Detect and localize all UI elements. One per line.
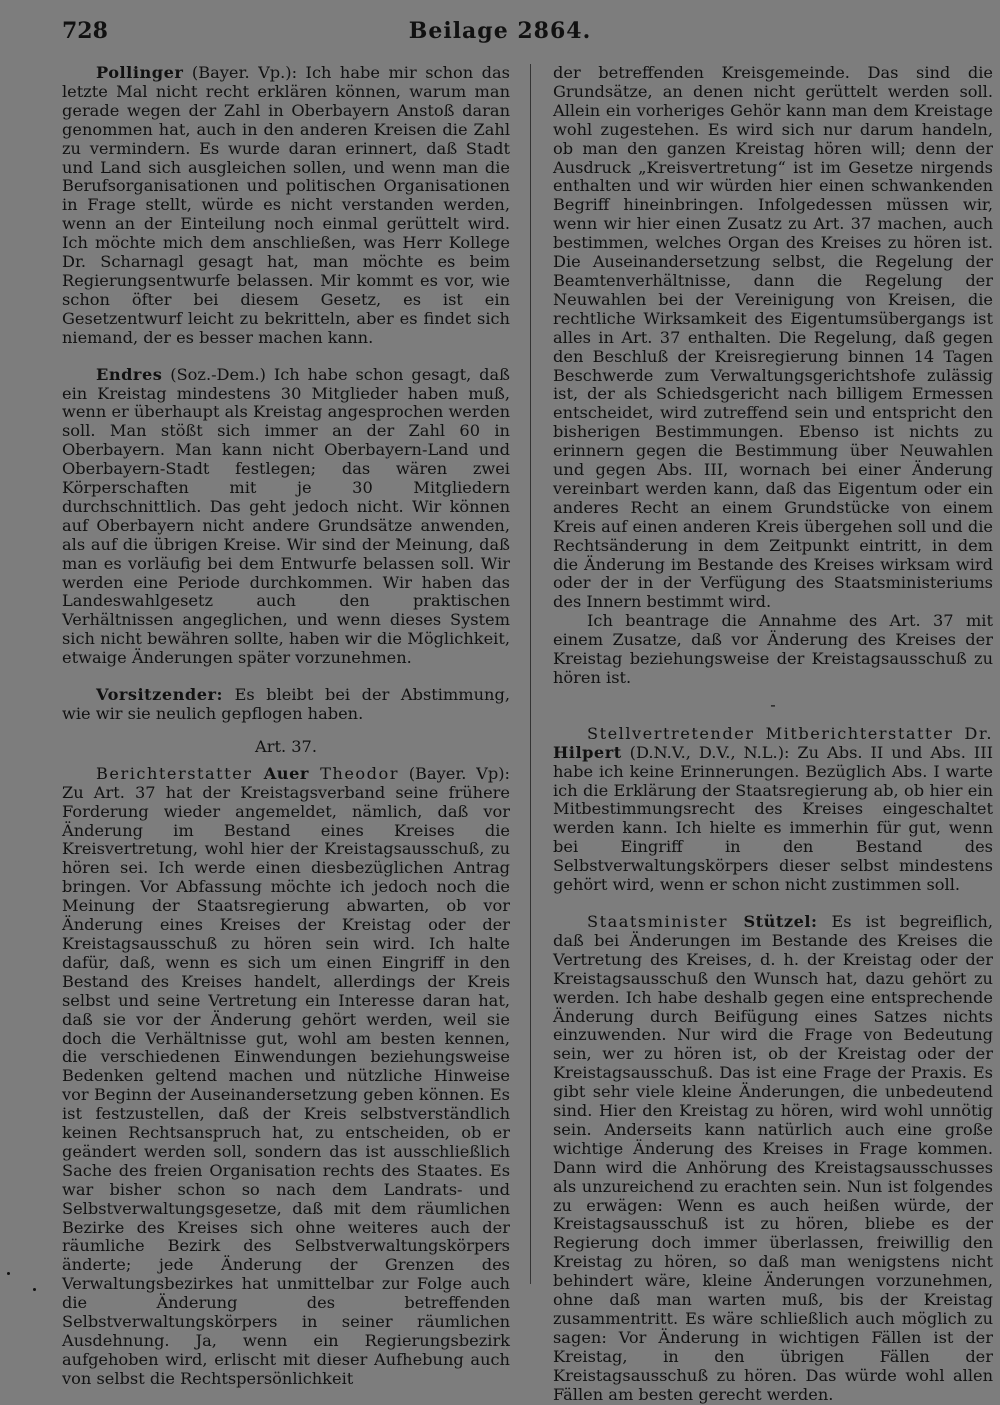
paragraph-continuation: der betreffenden Kreisgemeinde. Das sind die Grundsätze, an denen nicht gerüttelt werden soll. Allein ein vorheriges Gehör kann man dem Kreistage wohl zugestehen. Es wird sich nur darum handeln, ob man den ganzen Kreistag hören will; denn der Ausdruck „Kreisvertretung“ ist im Gesetze nirgends enthalten und wir würden hier einen schwankenden Begriff hineinbringen. Infolgedessen müssen wir, wenn wir hier einen Zusatz zu Art. 37 machen, auch bestimmen, welches Organ des Kreises zu hören ist. Die Auseinandersetzung selbst, die Regelung der Beamtenverhältnisse, dann die Regelung der Neuwahlen bei der Vereinigung von Kreisen, die rechtliche Wirksamkeit des Eigentumsübergangs ist alles in Art. 37 enthalten. Die Regelung, daß gegen den Beschluß der Kreisregierung binnen 14 Tagen Beschwerde zum Verwaltungsgerichtshofe zulässig ist, der als Schiedsgericht nach billigem Ermessen entscheidet, wird zutreffend sein und entspricht den bisherigen Bestimmungen. Ebenso ist nichts zu erinnern gegen die Bestimmung über Neuwahlen und gegen Abs. III, wornach bei einer Änderung vereinbart werden kann, daß das Eigentum oder ein anderes Recht an einem Grundstücke von einem Kreis auf einen anderen Kreis übergehen soll und die Rechtsänderung in dem Zeitpunkt eintritt, in dem die Änderung im Bestande des Kreises wirksam wird oder der in der Verfügung des Staatsministeriums des Innern bestimmt wird. xyxy=(553,63,993,612)
paragraph-text: (Bayer. Vp): Zu Art. 37 hat der Kreistagsverband seine frühere Forderung wieder angemeldet, nämlich, daß vor Änderung im Bestand eines Kreises die Kreisvertretung, wohl hier der Kreistagsausschuß, zu hören sei. Ich werde einen diesbezüglichen Antrag bringen. Vor Abfassung möchte ich jedoch noch die Meinung der Staatsregierung abwarten, ob vor Änderung eines Kreises der Kreistag oder der Kreistagsausschuß zu hören sein wird. Ich halte dafür, daß, wenn es sich um einen Eingriff in den Bestand des Kreises handelt, allerdings der Kreis selbst und seine Vertretung ein Interesse daran hat, daß sie vor der Änderung gehört werden, weil sie doch die Verhältnisse gut, wohl am besten kennen, die verschiedenen Einwendungen beziehungsweise Bedenken geltend machen und nützliche Hinweise vor Beginn der Auseinandersetzung geben können. Es ist festzustellen, daß der Kreis selbstverständlich keinen Rechtsanspruch hat, zu entscheiden, ob er geändert werden soll, sondern das ist ausschließlich Sache des freien Organisation rechts des Staates. Es war bisher schon so nach dem Landrats- und Selbstverwaltungsgesetze, daß mit dem räumlichen Bezirke des Kreises sich ohne weiteres auch der räumliche Bezirk des Selbstverwaltungskörpers änderte; jede Änderung der Grenzen des Verwaltungsbezirkes hat unmittelbar zur Folge auch die Änderung des betreffenden Selbstverwaltungskörpers in seiner räumlichen Ausdehnung. Ja, wenn ein Regierungsbezirk aufgehoben wird, erlischt mit dieser Aufhebung auch von selbst die Rechtspersönlichkeit xyxy=(62,763,510,1388)
paragraph-text: Es ist begreiflich, daß bei Änderungen im Bestande des Kreises die Vertretung des Kreises, d. h. der Kreistag oder der Kreistagsausschuß den Wunsch hat, dazu gehört zu werden. Ich habe deshalb gegen eine entsprechende Änderung durch Beifügung eines Satzes nichts einzuwenden. Nur wird die Frage von Bedeutung sein, wer zu hören ist, ob der Kreistag oder der Kreistagsausschuß. Das ist eine Frage der Praxis. Es gibt sehr viele kleine Änderungen, die unbedeutend sind. Hier den Kreistag zu hören, wird wohl unnötig sein. Anderseits kann natürlich auch eine große wichtige Änderung des Kreises in Frage kommen. Dann wird die Anhörung des Kreistagsausschusses als unzureichend zu erachten sein. Nun ist folgendes zu erwägen: Wenn es auch heißen würde, der Kreistagsausschuß ist zu hören, bliebe es der Regierung doch immer überlassen, freiwillig den Kreistag zu hören, so daß man wenigstens nicht behindert wäre, kleine Änderungen vorzunehmen, ohne daß man warten muß, bis der Kreistag zusammentritt. Es wäre schließlich auch möglich zu sagen: Vor Änderung in wichtigen Fällen ist der Kreistag, in den übrigen Fällen der Kreistagsausschuß zu hören. Das würde wohl allen Fällen am besten gerecht werden. xyxy=(553,911,993,1404)
paragraph-text: (D.N.V., D.V., N.L.): Zu Abs. II und Abs. III habe ich keine Erinnerungen. Bezüglich Abs. I warte ich die Erklärung der Staatsregierung ab, ob hier ein Mitbestimmungsrecht des Kreises eingeschaltet werden kann. Ich hielte es immerhin für gut, wenn bei Eingriff in den Bestand des Selbstverwaltungskörpers dieser selbst mindestens gehört wird, wenn er schon nicht zustimmen soll. xyxy=(553,742,993,895)
speaker-name: Vorsitzender: xyxy=(96,685,224,705)
speaker-name: Endres xyxy=(96,364,163,384)
speaker-name: Hilpert xyxy=(553,742,622,762)
speaker-name: Auer xyxy=(263,763,309,783)
page-header xyxy=(0,18,1000,52)
paragraph-auer xyxy=(62,765,510,1389)
paragraph-vorsitzender xyxy=(62,686,510,724)
paragraph-text: Es bleibt bei der Abstimmung, wie wir sie neulich gepflogen haben. xyxy=(62,685,510,723)
separator-dash: - xyxy=(770,694,776,714)
speaker-name: Pollinger xyxy=(96,63,184,82)
paragraph-hilpert xyxy=(553,725,993,895)
speaker-role: Staatsminister xyxy=(587,911,744,931)
paragraph-text: (Soz.-Dem.) Ich habe schon gesagt, daß ein Kreistag mindestens 30 Mitglieder haben muß, wenn er überhaupt als Kreistag angesprochen werden soll. Man stößt sich immer an der Zahl 60 in Oberbayern. Man kann nicht Oberbayern-Land und Oberbayern-Stadt festlegen; das wären zwei Körperschaften mit je 30 Mitgliedern durchschnittlich. Das geht jedoch nicht. Wir können auf Oberbayern nicht andere Grundsätze anwenden, als auf die übrigen Kreise. Wir sind der Meinung, daß man es vorläufig bei dem Entwurfe belassen soll. Wir werden eine Periode durchkommen. Wir haben das Landeswahlgesetz auch den praktischen Verhältnissen angeglichen, und wenn dieses System sich nicht bewähren sollte, haben wir die Möglichkeit, etwaige Änderungen später vorzunehmen. xyxy=(62,364,510,668)
speaker-name: Stützel: xyxy=(743,911,818,931)
left-column xyxy=(62,64,510,1389)
column-divider xyxy=(530,64,531,1284)
speaker-first-name: Theodor xyxy=(308,763,400,783)
paragraph-pollinger xyxy=(62,64,510,348)
speaker-role: Stellvertretender Mitberichterstatter Dr. xyxy=(587,723,993,743)
page-number: 728 xyxy=(62,18,108,44)
speaker-role: Berichterstatter xyxy=(96,763,264,783)
scan-speck xyxy=(7,1272,10,1275)
scan-speck xyxy=(33,1288,36,1291)
right-column xyxy=(553,64,993,1405)
article-heading: Art. 37. xyxy=(255,736,317,756)
paragraph-text: (Bayer. Vp.): Ich habe mir schon das letzte Mal nicht recht erklären können, warum man gerade wegen der Zahl in Oberbayern Anstoß daran genommen hat, auch in den anderen Kreisen die Zahl zu vermindern. Es wurde daran erinnert, daß Stadt und Land sich ausgleichen sollen, und wenn man die Berufsorganisationen und politischen Organisationen in Frage stellt, würde es nicht verstanden werden, wenn an der Einteilung noch einmal gerüttelt wird. Ich möchte mich dem anschließen, was Herr Kollege Dr. Scharnagl gesagt hat, man möchte es beim Regierungsentwurfe belassen. Mir kommt es vor, wie schon öfter bei diesem Gesetz, es ist ein Gesetzentwurf leicht zu bekritteln, aber es findet sich niemand, der es besser machen kann. xyxy=(62,63,510,347)
paragraph-motion: Ich beantrage die Annahme des Art. 37 mit einem Zusatze, daß vor Änderung des Kreises der Kreistag beziehungsweise der Kreistagsausschuß zu hören ist. xyxy=(553,611,993,687)
paragraph-endres xyxy=(62,366,510,669)
page-title: Beilage 2864. xyxy=(408,18,592,44)
